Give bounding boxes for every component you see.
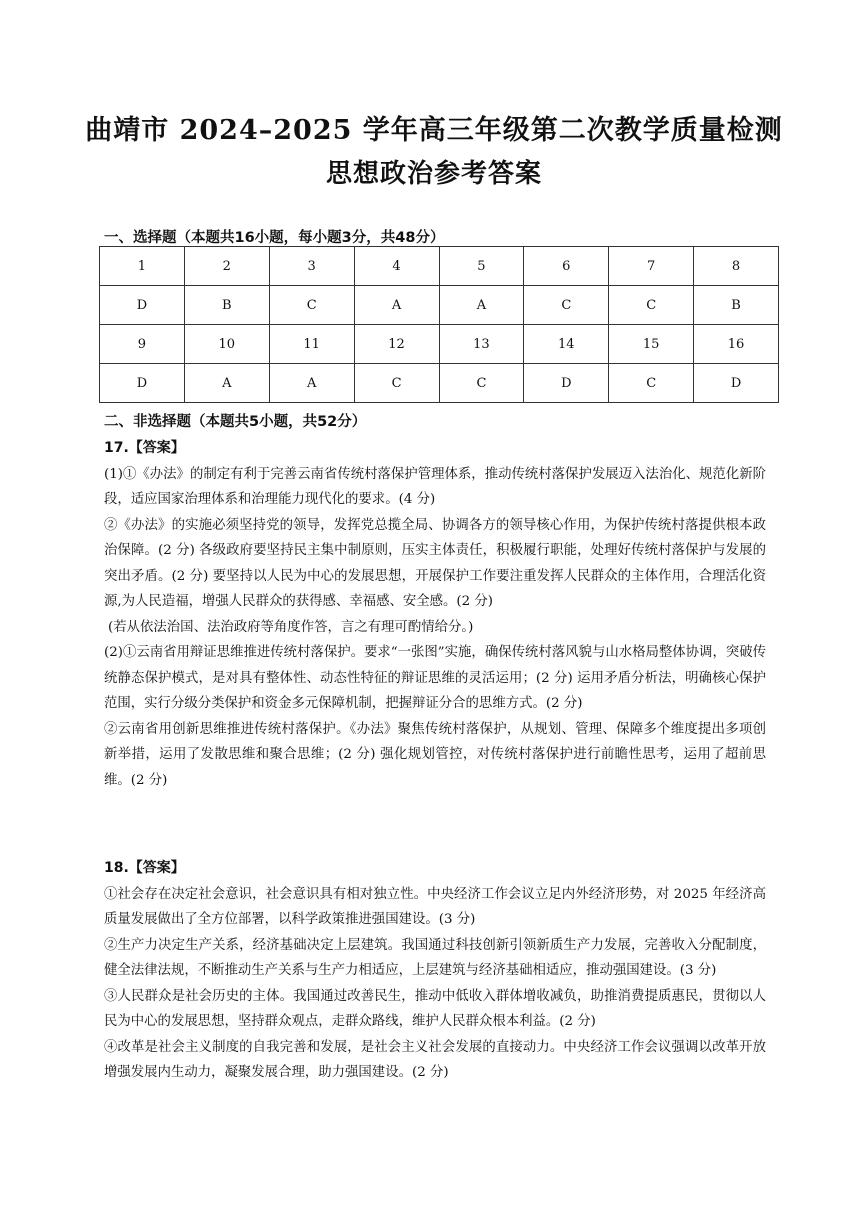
answer-cell: B bbox=[694, 286, 779, 325]
question-number-cell: 8 bbox=[694, 247, 779, 286]
q18-block bbox=[104, 856, 766, 1086]
question-number-cell: 2 bbox=[184, 247, 269, 286]
answer-cell: C bbox=[609, 364, 694, 403]
q17-paragraph-2: ②《办法》的实施必须坚持党的领导，发挥党总揽全局、协调各方的领导核心作用，为保护传统村落提供根本政治保障。(2 分) 各级政府要坚持民主集中制原则，压实主体责任，积极履行职能，处理好传统村落保护与发展的突出矛盾。(2 分) 要坚持以人民为中心的发展思想，开展保护工作要注重发挥人民群众的主体作用，合理活化资源,为人民造福，增强人民群众的获得感、幸福感、安全感。(2 分) bbox=[104, 517, 766, 609]
q17-paragraph-4: ②云南省用创新思维推进传统村落保护。《办法》聚焦传统村落保护，从规划、管理、保障多个维度提出多项创新举措，运用了发散思维和聚合思维；(2 分) 强化规划管控，对传统村落保护进行前瞻性思考，运用了超前思维。(2 分) bbox=[104, 721, 766, 788]
q17-paragraph-1: (1)①《办法》的制定有利于完善云南省传统村落保护管理体系，推动传统村落保护发展迈入法治化、规范化新阶段，适应国家治理体系和治理能力现代化的要求。(4 分) bbox=[104, 466, 766, 507]
question-number-cell: 7 bbox=[609, 247, 694, 286]
section1-heading: 一、选择题（本题共16小题，每小题3分，共48分） bbox=[104, 230, 445, 246]
page-subtitle: 思想政治参考答案 bbox=[325, 159, 542, 189]
answer-cell: C bbox=[439, 364, 524, 403]
answer-cell: B bbox=[184, 286, 269, 325]
answer-cell: A bbox=[439, 286, 524, 325]
answer-cell: C bbox=[609, 286, 694, 325]
question-number-cell: 4 bbox=[354, 247, 439, 286]
answer-cell: A bbox=[354, 286, 439, 325]
question-number-cell: 5 bbox=[439, 247, 524, 286]
answer-cell: A bbox=[184, 364, 269, 403]
question-number-row bbox=[100, 247, 779, 286]
question-number-cell: 10 bbox=[184, 325, 269, 364]
q17-paragraph-3: (2)①云南省用辩证思维推进传统村落保护。要求“一张图”实施，确保传统村落风貌与山水格局整体协调，突破传统静态保护模式，是对具有整体性、动态性特征的辩证思维的灵活运用；(2 分) 运用矛盾分析法，明确核心保护范围，实行分级分类保护和资金多元保障机制，把握辩证分合的思维方式。(2 分) bbox=[104, 645, 767, 711]
question-number-cell: 15 bbox=[609, 325, 694, 364]
q18-paragraph-3: ③人民群众是社会历史的主体。我国通过改善民生，推动中低收入群体增收减负，助推消费提质惠民，贯彻以人民为中心的发展思想，坚持群众观点，走群众路线，维护人民群众根本利益。(2 分) bbox=[104, 988, 766, 1029]
q17-label: 17.【答案】 bbox=[104, 440, 185, 456]
answer-cell: D bbox=[524, 364, 609, 403]
question-number-cell: 13 bbox=[439, 325, 524, 364]
q17-note: (若从依法治国、法治政府等角度作答，言之有理可酌情给分。) bbox=[108, 619, 474, 635]
answer-cell: D bbox=[100, 364, 185, 403]
question-number-cell: 3 bbox=[269, 247, 354, 286]
question-number-cell: 9 bbox=[100, 325, 185, 364]
question-number-cell: 11 bbox=[269, 325, 354, 364]
question-number-cell: 6 bbox=[524, 247, 609, 286]
answer-cell: C bbox=[269, 286, 354, 325]
question-number-row bbox=[100, 325, 779, 364]
answer-row bbox=[100, 286, 779, 325]
q18-paragraph-2: ②生产力决定生产关系，经济基础决定上层建筑。我国通过科技创新引领新质生产力发展，完善收入分配制度，健全法律法规，不断推动生产关系与生产力相适应，上层建筑与经济基础相适应，推动强国建设。(3 分) bbox=[104, 937, 766, 978]
answer-cell: A bbox=[269, 364, 354, 403]
q18-paragraph-1: ①社会存在决定社会意识，社会意识具有相对独立性。中央经济工作会议立足内外经济形势，对 2025 年经济高质量发展做出了全方位部署，以科学政策推进强国建设。(3 分) bbox=[104, 886, 766, 927]
answer-cell: D bbox=[100, 286, 185, 325]
q18-label: 18.【答案】 bbox=[104, 860, 185, 876]
answer-cell: C bbox=[354, 364, 439, 403]
question-number-cell: 16 bbox=[694, 325, 779, 364]
q17-block bbox=[104, 436, 766, 793]
question-number-cell: 12 bbox=[354, 325, 439, 364]
answer-row bbox=[100, 364, 779, 403]
answer-cell: C bbox=[524, 286, 609, 325]
answer-table bbox=[99, 246, 779, 403]
question-number-cell: 1 bbox=[100, 247, 185, 286]
answer-cell: D bbox=[694, 364, 779, 403]
section2-heading: 二、非选择题（本题共5小题，共52分） bbox=[104, 414, 367, 430]
q18-paragraph-4: ④改革是社会主义制度的自我完善和发展，是社会主义社会发展的直接动力。中央经济工作会议强调以改革开放增强发展内生动力，凝聚发展合理，助力强国建设。(2 分) bbox=[104, 1039, 766, 1080]
question-number-cell: 14 bbox=[524, 325, 609, 364]
page-title: 曲靖市 2024–2025 学年高三年级第二次教学质量检测 bbox=[85, 115, 783, 146]
